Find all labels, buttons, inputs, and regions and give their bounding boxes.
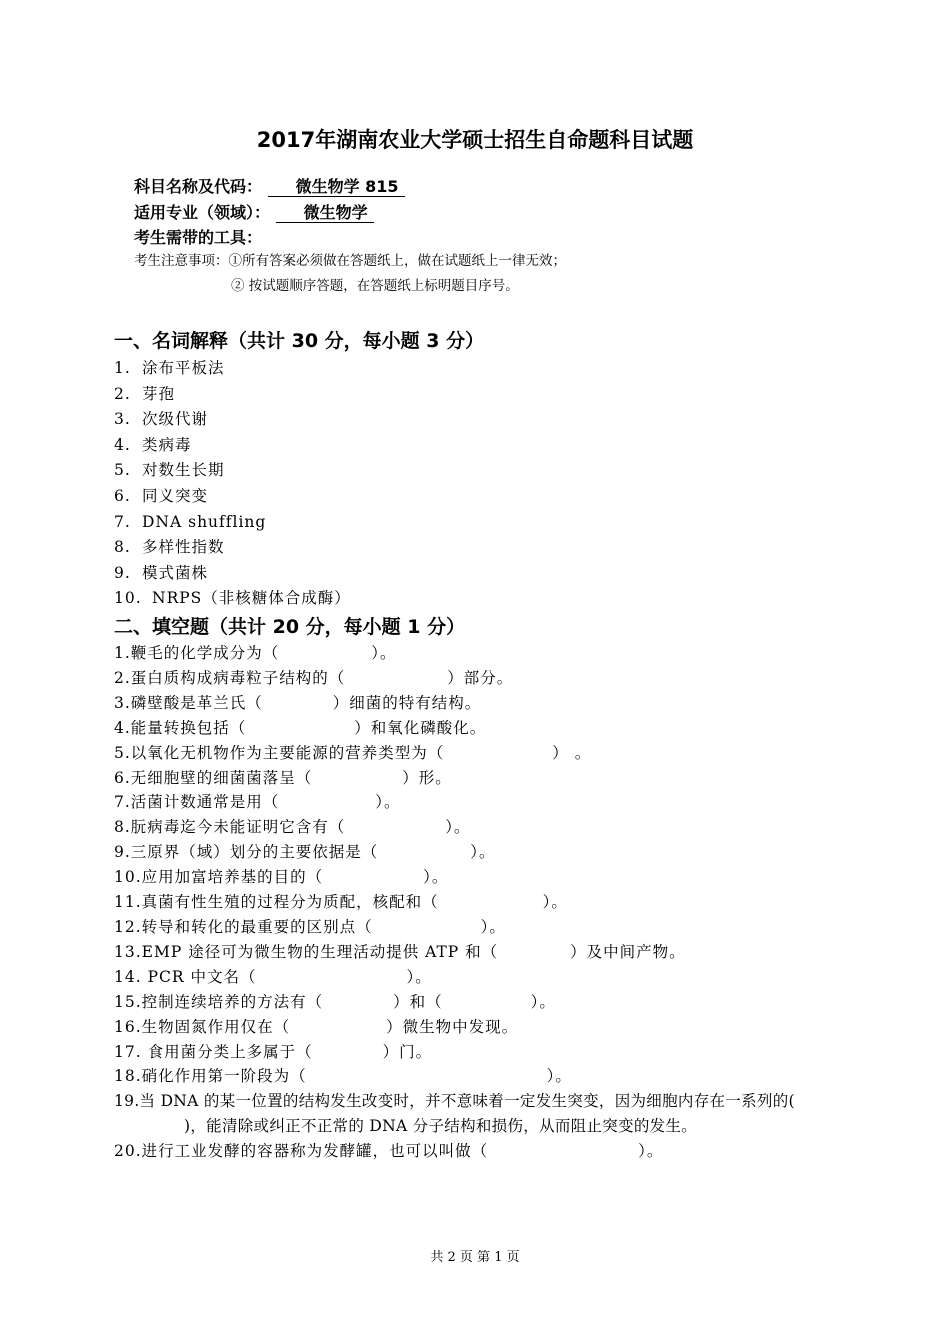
exam-notes-2: ② 按试题顺序答题，在答题纸上标明题目序号。 <box>231 278 519 294</box>
tools-label: 考生需带的工具： <box>134 228 263 247</box>
page-title: 2017年湖南农业大学硕士招生自命题科目试题 <box>256 128 694 152</box>
fill-item: 20.进行工业发酵的容器称为发酵罐，也可以叫做（ ）。 <box>114 1142 664 1161</box>
exam-notes-1: 考生注意事项：①所有答案必须做在答题纸上，做在试题纸上一律无效； <box>134 253 566 269</box>
fill-item: 13.EMP 途径可为微生物的生理活动提供 ATP 和（ ）及中间产物。 <box>114 942 686 961</box>
tools-line <box>134 228 262 248</box>
fill-item: 11.真菌有性生殖的过程分为质配，核配和（ ）。 <box>114 893 568 912</box>
term-item: 4. 类病毒 <box>114 435 192 454</box>
fill-item: 1.鞭毛的化学成分为（ ）。 <box>114 644 397 662</box>
fill-item: 10.应用加富培养基的目的（ ）。 <box>114 868 449 887</box>
section-2-heading: 二、填空题（共计 20 分，每小题 1 分） <box>114 616 466 638</box>
fill-item: 14. PCR 中文名（ ）。 <box>114 967 432 986</box>
fill-item: 19.当 DNA 的某一位置的结构发生改变时，并不意味着一定发生突变，因为细胞内存在一系列的()，能清除或纠正不正常的 DNA 分子结构和损伤，从而阻止突变的发生。 <box>114 1092 795 1136</box>
fill-item: 12.转导和转化的最重要的区别点（ ）。 <box>114 917 506 936</box>
fill-item: 2.蛋白质构成病毒粒子结构的（ ）部分。 <box>114 668 514 687</box>
term-item: 10. NRPS（非核糖体合成酶） <box>114 589 351 608</box>
term-item: 9. 模式菌株 <box>114 563 209 582</box>
page-footer: 共 2 页 第 1 页 <box>430 1250 520 1265</box>
subject-label: 科目名称及代码： <box>134 177 263 196</box>
term-item: 1. 涂布平板法 <box>114 359 225 377</box>
fill-item: 8.朊病毒迄今未能证明它含有（ ）。 <box>114 818 471 837</box>
fill-item: 17. 食用菌分类上多属于（ ）门。 <box>114 1042 433 1061</box>
term-item: 6. 同义突变 <box>114 486 209 505</box>
term-item: 3. 次级代谢 <box>114 410 209 429</box>
term-item: 8. 多样性指数 <box>114 538 225 557</box>
fill-item: 18.硝化作用第一阶段为（ ）。 <box>114 1067 572 1086</box>
fill-item: 9.三原界（域）划分的主要依据是（ ）。 <box>114 843 496 862</box>
fill-item: 6.无细胞壁的细菌菌落呈（ ）形。 <box>114 768 452 787</box>
major-label: 适用专业（领域）： <box>134 203 271 222</box>
major-line <box>134 203 374 223</box>
term-item: 2. 芽孢 <box>114 384 176 403</box>
term-item: 7. DNA shuffling <box>114 512 267 531</box>
fill-item: 15.控制连续培养的方法有（ ）和（ ）。 <box>114 992 556 1011</box>
fill-item: 7.活菌计数通常是用（ ）。 <box>114 793 401 812</box>
subject-value: 微生物学 815 <box>268 178 405 197</box>
fill-blank-list <box>114 641 840 1164</box>
major-value: 微生物学 <box>276 204 374 223</box>
term-item: 5. 对数生长期 <box>114 461 225 480</box>
fill-item: 4.能量转换包括（ ）和氧化磷酸化。 <box>114 718 487 737</box>
section-1-heading: 一、名词解释（共计 30 分，每小题 3 分） <box>114 330 485 352</box>
term-list <box>114 356 351 612</box>
fill-item: 3.磷壁酸是革兰氏（ ）细菌的特有结构。 <box>114 693 482 712</box>
subject-line <box>134 177 405 197</box>
fill-item: 5.以氧化无机物作为主要能源的营养类型为（ ） 。 <box>114 743 592 762</box>
fill-item: 16.生物固氮作用仅在（ ）微生物中发现。 <box>114 1017 519 1036</box>
